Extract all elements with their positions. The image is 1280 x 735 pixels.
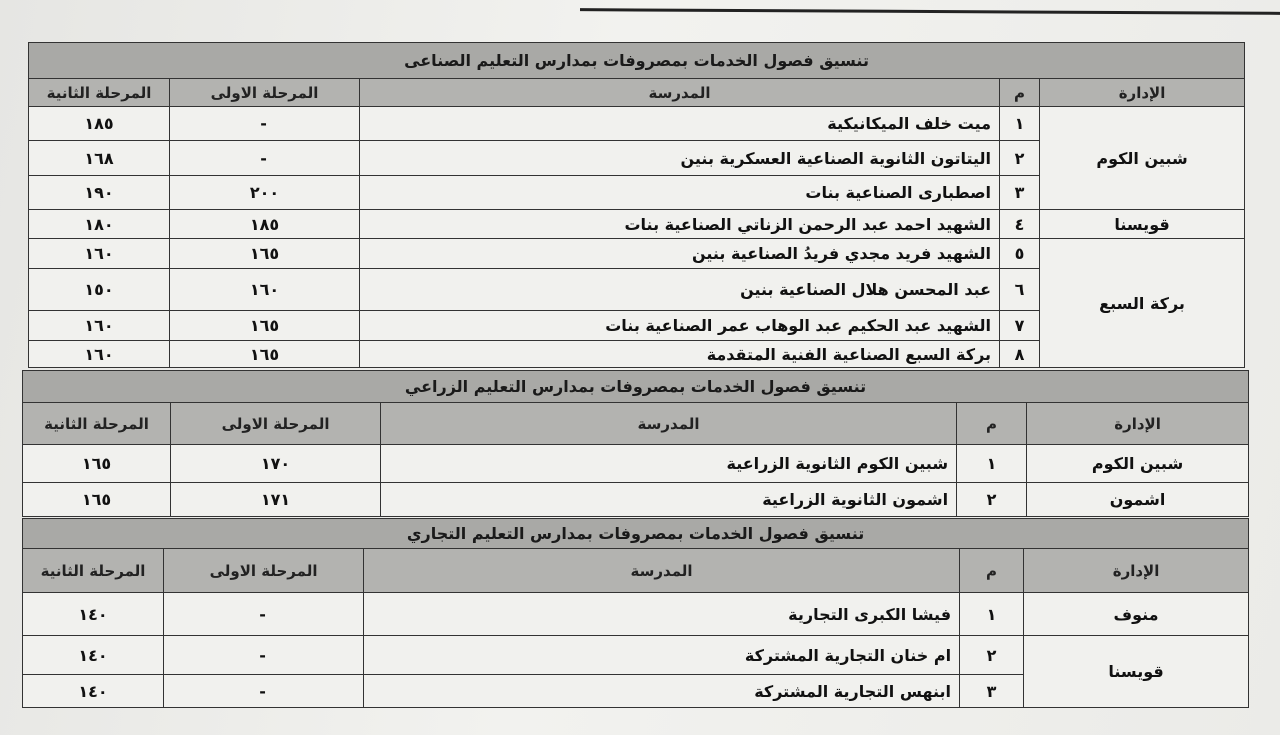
stage2-value: ١٦٠ (29, 239, 170, 269)
header-num: م (1000, 79, 1040, 107)
stage2-value: ١٤٠ (23, 593, 164, 636)
stage1-value: ١٦٥ (170, 239, 360, 269)
admin-cell: اشمون (1027, 483, 1249, 517)
stage2-value: ١٦٠ (29, 311, 170, 341)
stage2-value: ١٦٠ (29, 341, 170, 368)
stage1-value: ١٦٥ (170, 311, 360, 341)
stage1-value: ١٦٥ (170, 341, 360, 368)
table-row (29, 239, 1245, 269)
admin-cell: شبين الكوم (1027, 445, 1249, 483)
header-school: المدرسة (381, 403, 957, 445)
stage1-value: ١٧١ (171, 483, 381, 517)
stage1-value: ١٨٥ (170, 210, 360, 239)
table-row (23, 636, 1249, 675)
commercial-table (22, 518, 1249, 708)
stage1-value: - (164, 636, 364, 675)
stage1-value: ١٦٠ (170, 269, 360, 311)
header-stage1: المرحلة الاولى (171, 403, 381, 445)
row-number: ١ (957, 445, 1027, 483)
school-name: الشهيد عبد الحكيم عبد الوهاب عمر الصناعية بنات (360, 311, 1000, 341)
row-number: ٢ (1000, 141, 1040, 176)
row-number: ١ (1000, 107, 1040, 141)
stage2-value: ١٨٥ (29, 107, 170, 141)
header-admin: الإدارة (1027, 403, 1249, 445)
admin-cell: قويسنا (1024, 636, 1249, 708)
header-admin: الإدارة (1040, 79, 1245, 107)
table-row (23, 593, 1249, 636)
row-number: ٧ (1000, 311, 1040, 341)
stage2-value: ١٦٥ (23, 483, 171, 517)
industrial-table (28, 42, 1245, 368)
school-name: اشمون الثانوية الزراعية (381, 483, 957, 517)
agricultural-table (22, 370, 1249, 517)
table-row (29, 107, 1245, 141)
stage2-value: ١٨٠ (29, 210, 170, 239)
stage1-value: - (164, 675, 364, 708)
admin-cell: منوف (1024, 593, 1249, 636)
header-school: المدرسة (364, 549, 960, 593)
stage2-value: ١٩٠ (29, 176, 170, 210)
header-stage1: المرحلة الاولى (164, 549, 364, 593)
header-num: م (957, 403, 1027, 445)
stage2-value: ١٦٥ (23, 445, 171, 483)
header-stage2: المرحلة الثانية (29, 79, 170, 107)
school-name: شبين الكوم الثانوية الزراعية (381, 445, 957, 483)
row-number: ٥ (1000, 239, 1040, 269)
row-number: ٤ (1000, 210, 1040, 239)
stage1-value: ٢٠٠ (170, 176, 360, 210)
school-name: عبد المحسن هلال الصناعية بنين (360, 269, 1000, 311)
table-row (23, 483, 1249, 517)
stage2-value: ١٥٠ (29, 269, 170, 311)
table-row (29, 210, 1245, 239)
stage1-value: - (170, 141, 360, 176)
school-name: ابنهس التجارية المشتركة (364, 675, 960, 708)
school-name: اصطبارى الصناعية بنات (360, 176, 1000, 210)
school-name: الشهيد فريد مجدي فريدُ الصناعية بنين (360, 239, 1000, 269)
stage1-value: - (164, 593, 364, 636)
agricultural-title: تنسيق فصول الخدمات بمصروفات بمدارس التعليم الزراعي (23, 371, 1249, 403)
header-stage2: المرحلة الثانية (23, 549, 164, 593)
admin-cell: قويسنا (1040, 210, 1245, 239)
stage1-value: - (170, 107, 360, 141)
row-number: ١ (960, 593, 1024, 636)
admin-cell: بركة السبع (1040, 239, 1245, 368)
header-school: المدرسة (360, 79, 1000, 107)
admin-cell: شبين الكوم (1040, 107, 1245, 210)
stage1-value: ١٧٠ (171, 445, 381, 483)
header-stage2: المرحلة الثانية (23, 403, 171, 445)
industrial-title: تنسيق فصول الخدمات بمصروفات بمدارس التعليم الصناعى (29, 43, 1245, 79)
row-number: ٢ (957, 483, 1027, 517)
row-number: ٣ (1000, 176, 1040, 210)
commercial-title: تنسيق فصول الخدمات بمصروفات بمدارس التعليم التجاري (23, 519, 1249, 549)
school-name: ام خنان التجارية المشتركة (364, 636, 960, 675)
row-number: ٣ (960, 675, 1024, 708)
stage2-value: ١٤٠ (23, 675, 164, 708)
header-num: م (960, 549, 1024, 593)
school-name: بركة السبع الصناعية الفنية المتقدمة (360, 341, 1000, 368)
school-name: ميت خلف الميكانيكية (360, 107, 1000, 141)
row-number: ٦ (1000, 269, 1040, 311)
stage2-value: ١٤٠ (23, 636, 164, 675)
header-admin: الإدارة (1024, 549, 1249, 593)
row-number: ٢ (960, 636, 1024, 675)
school-name: فيشا الكبرى التجارية (364, 593, 960, 636)
table-row (23, 445, 1249, 483)
school-name: اليتاتون الثانوية الصناعية العسكرية بنين (360, 141, 1000, 176)
school-name: الشهيد احمد عبد الرحمن الزناتي الصناعية بنات (360, 210, 1000, 239)
row-number: ٨ (1000, 341, 1040, 368)
header-stage1: المرحلة الاولى (170, 79, 360, 107)
stage2-value: ١٦٨ (29, 141, 170, 176)
